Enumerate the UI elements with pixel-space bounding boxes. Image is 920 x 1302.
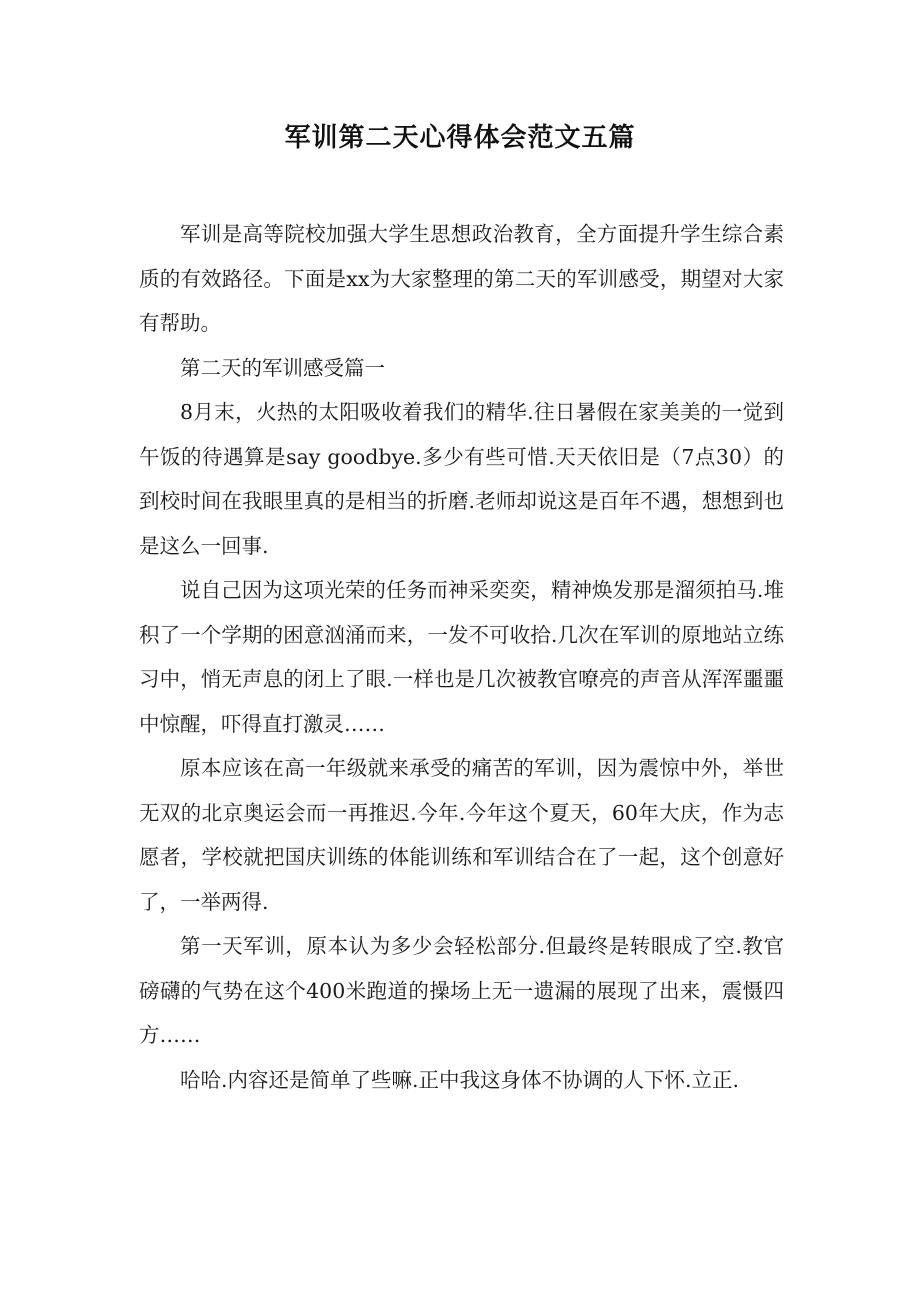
paragraph: 8月末，火热的太阳吸收着我们的精华.往日暑假在家美美的一觉到午饭的待遇算是say goodbye.多少有些可惜.天天依旧是（7点30）的到校时间在我眼里真的是相当的折磨.老师却说这是百年不遇，想想到也是这么一回事. xyxy=(139,400,784,558)
paragraph: 说自己因为这项光荣的任务而神采奕奕，精神焕发那是溜须拍马.堆积了一个学期的困意汹涌而来，一发不可收拾.几次在军训的原地站立练习中，悄无声息的闭上了眼.一样也是几次被教官嘹亮的声音从浑浑噩噩中惊醒，吓得直打激灵…… xyxy=(139,578,784,736)
document-body xyxy=(139,212,784,1102)
paragraph: 哈哈.内容还是简单了些嘛.正中我这身体不协调的人下怀.立正. xyxy=(180,1067,740,1092)
section-heading: 第二天的军训感受篇一 xyxy=(180,355,385,380)
paragraph-intro: 军训是高等院校加强大学生思想政治教育，全方面提升学生综合素质的有效路径。下面是xx为大家整理的第二天的军训感受，期望对大家有帮助。 xyxy=(139,222,784,335)
document-title: 军训第二天心得体会范文五篇 xyxy=(284,123,636,153)
paragraph: 原本应该在高一年级就来承受的痛苦的军训，因为震惊中外，举世无双的北京奥运会而一再推迟.今年.今年这个夏天，60年大庆，作为志愿者，学校就把国庆训练的体能训练和军训结合在了一起，这个创意好了，一举两得. xyxy=(139,756,784,914)
paragraph: 第一天军训，原本认为多少会轻松部分.但最终是转眼成了空.教官磅礴的气势在这个400米跑道的操场上无一遗漏的展现了出来，震慑四方…… xyxy=(139,934,784,1047)
